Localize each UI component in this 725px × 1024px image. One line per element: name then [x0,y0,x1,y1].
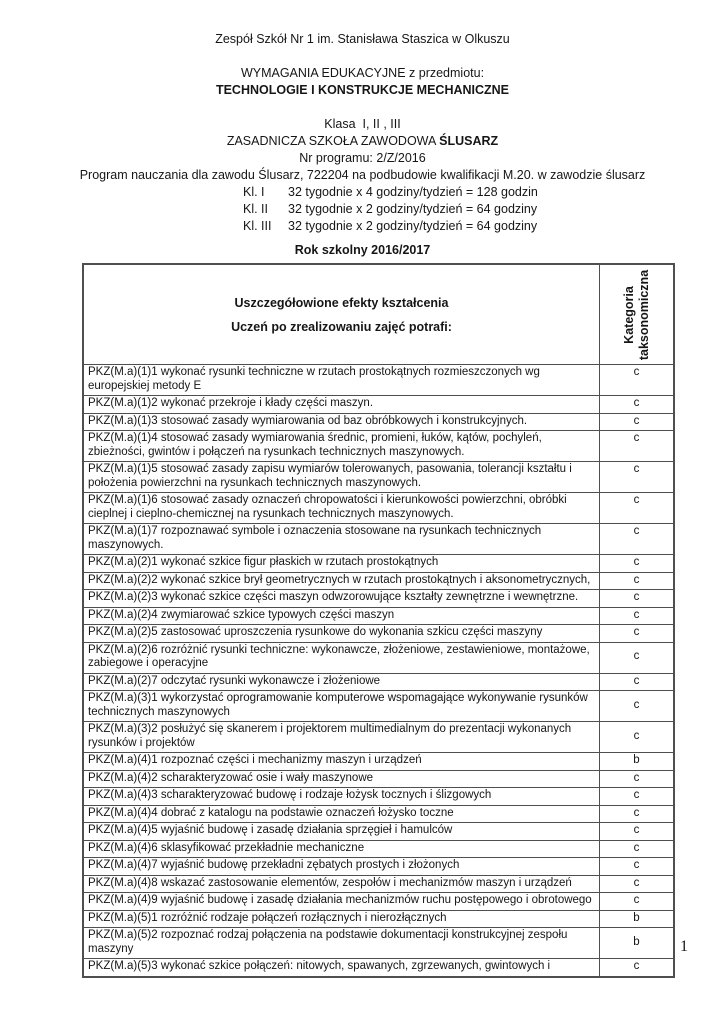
table-row [83,607,674,625]
effects-header-line2: Uczeń po zrealizowaniu zajęć potrafi: [231,319,452,334]
category-value: c [600,524,675,555]
table-row [83,572,674,590]
table-row [83,413,674,431]
table-row [83,462,674,493]
blank-line [0,48,725,65]
table-row [83,555,674,573]
class-label: Kl. I [243,185,265,199]
requirement-text: PKZ(M.a)(4)1 rozpoznać części i mechanizmy maszyn i urządzeń [83,753,600,771]
profession-name: ŚLUSARZ [439,134,499,148]
requirement-text: PKZ(M.a)(3)1 wykorzystać oprogramowanie komputerowe wspomagające wykonywanie rysunków technicznych maszynowych [83,691,600,722]
requirement-text: PKZ(M.a)(1)6 stosować zasady oznaczeń chropowatości i kierunkowości powierzchni, obróbki cieplnej i cieplno-chemicznej na rysunkach technicznych maszynowych. [83,493,600,524]
requirements-table [82,263,675,978]
requirement-text: PKZ(M.a)(3)2 posłużyć się skanerem i projektorem multimedialnym do prezentacji wykonanych rysunków i projektów [83,722,600,753]
requirement-text: PKZ(M.a)(5)1 rozróżnić rodzaje połączeń rozłącznych i nierozłącznych [83,910,600,928]
table-row [83,642,674,673]
table-row [83,722,674,753]
table-row [83,524,674,555]
category-value: c [600,365,675,396]
category-value: c [600,805,675,823]
class-line: Klasa I, II , III [324,117,401,131]
table-row [83,823,674,841]
requirement-text: PKZ(M.a)(1)3 stosować zasady wymiarowania od baz obróbkowych i konstrukcyjnych. [83,413,600,431]
hours-text: 32 tygodnie x 2 godziny/tydzień = 64 godziny [288,202,538,216]
category-value: c [600,555,675,573]
hours-line-kl2 [243,201,725,218]
hours-text: 32 tygodnie x 4 godziny/tydzień = 128 godzin [288,185,538,199]
table-row [83,840,674,858]
category-value: c [600,625,675,643]
table-row [83,805,674,823]
category-value: c [600,893,675,911]
table-row [83,396,674,414]
category-value: c [600,607,675,625]
requirement-text: PKZ(M.a)(4)6 sklasyfikować przekładnie mechaniczne [83,840,600,858]
category-value: c [600,396,675,414]
table-row [83,365,674,396]
class-label: Kl. II [243,202,269,216]
document-header [0,0,725,259]
requirement-text: PKZ(M.a)(4)3 scharakteryzować budowę i rodzaje łożysk tocznych i ślizgowych [83,788,600,806]
hours-line-kl1 [243,184,725,201]
effects-header-line1: Uszczegółowione efekty kształcenia [234,295,449,310]
category-value: c [600,959,675,977]
requirement-text: PKZ(M.a)(1)7 rozpoznawać symbole i oznaczenia stosowane na rysunkach technicznych maszynowych. [83,524,600,555]
program-number: Nr programu: 2/Z/2016 [299,151,426,165]
requirement-text: PKZ(M.a)(4)7 wyjaśnić budowę przekładni zębatych prostych i złożonych [83,858,600,876]
table-header-row [83,264,674,365]
category-header-line2: taksonomiczna [636,269,651,360]
school-type-text: ZASADNICZA SZKOŁA ZAWODOWA [226,134,440,148]
category-value: c [600,413,675,431]
table-row [83,893,674,911]
category-value: c [600,770,675,788]
table-row [83,431,674,462]
program-description: Program nauczania dla zawodu Ślusarz, 722204 na podbudowie kwalifikacji M.20. w zawodzie ślusarz [79,168,646,182]
category-value: c [600,840,675,858]
table-row [83,910,674,928]
category-value: c [600,642,675,673]
table-row [83,858,674,876]
table-row [83,928,674,959]
requirement-text: PKZ(M.a)(1)2 wykonać przekroje i kłady części maszyn. [83,396,600,414]
category-value: b [600,928,675,959]
requirement-text: PKZ(M.a)(4)5 wyjaśnić budowę i zasadę działania sprzęgieł i hamulców [83,823,600,841]
table-row [83,691,674,722]
subject-title: TECHNOLOGIE I KONSTRUKCJE MECHANICZNE [215,83,510,97]
category-value: c [600,572,675,590]
requirement-text: PKZ(M.a)(1)5 stosować zasady zapisu wymiarów tolerowanych, pasowania, tolerancji kształtu i położenia powierzchni na rysunkach technicznych maszynowych. [83,462,600,493]
requirement-text: PKZ(M.a)(2)3 wykonać szkice części maszyn odwzorowujące kształty zewnętrzne i wewnętrzne. [83,590,600,608]
table-row [83,493,674,524]
class-label: Kl. III [243,219,272,233]
table-row [83,673,674,691]
category-value: c [600,493,675,524]
category-header-line1: Kategoria [621,285,636,344]
requirement-text: PKZ(M.a)(2)5 zastosować uproszczenia rysunkowe do wykonania szkicu części maszyny [83,625,600,643]
category-value: b [600,753,675,771]
table-row [83,959,674,977]
category-value: c [600,858,675,876]
requirement-text: PKZ(M.a)(2)4 zwymiarować szkice typowych części maszyn [83,607,600,625]
category-value: c [600,431,675,462]
hours-text: 32 tygodnie x 2 godziny/tydzień = 64 godziny [288,219,538,233]
requirement-text: PKZ(M.a)(4)4 dobrać z katalogu na podstawie oznaczeń łożysko toczne [83,805,600,823]
category-value: c [600,673,675,691]
school-name: Zespół Szkół Nr 1 im. Stanisława Staszica w Olkuszu [215,32,510,46]
category-value: c [600,722,675,753]
table-row [83,788,674,806]
requirement-text: PKZ(M.a)(2)2 wykonać szkice brył geometrycznych w rzutach prostokątnych i aksonometrycznych, [83,572,600,590]
requirement-text: PKZ(M.a)(5)2 rozpoznać rodzaj połączenia na podstawie dokumentacji konstrukcyjnej zespołu maszyny [83,928,600,959]
table-row [83,770,674,788]
table-row [83,625,674,643]
category-value: b [600,910,675,928]
requirement-text: PKZ(M.a)(4)2 scharakteryzować osie i wały maszynowe [83,770,600,788]
table-row [83,753,674,771]
requirement-text: PKZ(M.a)(1)4 stosować zasady wymiarowania średnic, promieni, łuków, kątów, pochyleń, zbieżności, gwintów i połączeń na rysunkach technicznych maszynowych. [83,431,600,462]
category-value: c [600,590,675,608]
doc-type-line: WYMAGANIA EDUKACYJNE z przedmiotu: [240,66,485,80]
blank-line [0,99,725,116]
requirement-text: PKZ(M.a)(5)3 wykonać szkice połączeń: nitowych, spawanych, zgrzewanych, gwintowych i [83,959,600,977]
requirement-text: PKZ(M.a)(4)9 wyjaśnić budowę i zasadę działania mechanizmów ruchu postępowego i obrotowego [83,893,600,911]
table-row [83,590,674,608]
category-value: c [600,691,675,722]
page-number: 1 [680,938,688,955]
requirement-text: PKZ(M.a)(2)7 odczytać rysunki wykonawcze i złożeniowe [83,673,600,691]
category-column-header [600,264,675,365]
school-year-title: Rok szkolny 2016/2017 [294,243,431,257]
effects-column-header [83,264,600,365]
requirements-rows [83,365,674,977]
requirement-text: PKZ(M.a)(1)1 wykonać rysunki techniczne w rzutach prostokątnych rozmieszczonych wg europejskiej metody E [83,365,600,396]
requirement-text: PKZ(M.a)(4)8 wskazać zastosowanie elementów, zespołów i mechanizmów maszyn i urządzeń [83,875,600,893]
category-value: c [600,462,675,493]
category-header-rotated [622,269,652,359]
requirement-text: PKZ(M.a)(2)6 rozróżnić rysunki techniczne: wykonawcze, złożeniowe, zestawieniowe, montażowe, zabiegowe i operacyjne [83,642,600,673]
category-value: c [600,823,675,841]
category-value: c [600,875,675,893]
category-value: c [600,788,675,806]
requirement-text: PKZ(M.a)(2)1 wykonać szkice figur płaskich w rzutach prostokątnych [83,555,600,573]
table-row [83,875,674,893]
school-type-line [0,133,725,150]
hours-line-kl3 [243,218,725,235]
blank-line [0,235,725,242]
